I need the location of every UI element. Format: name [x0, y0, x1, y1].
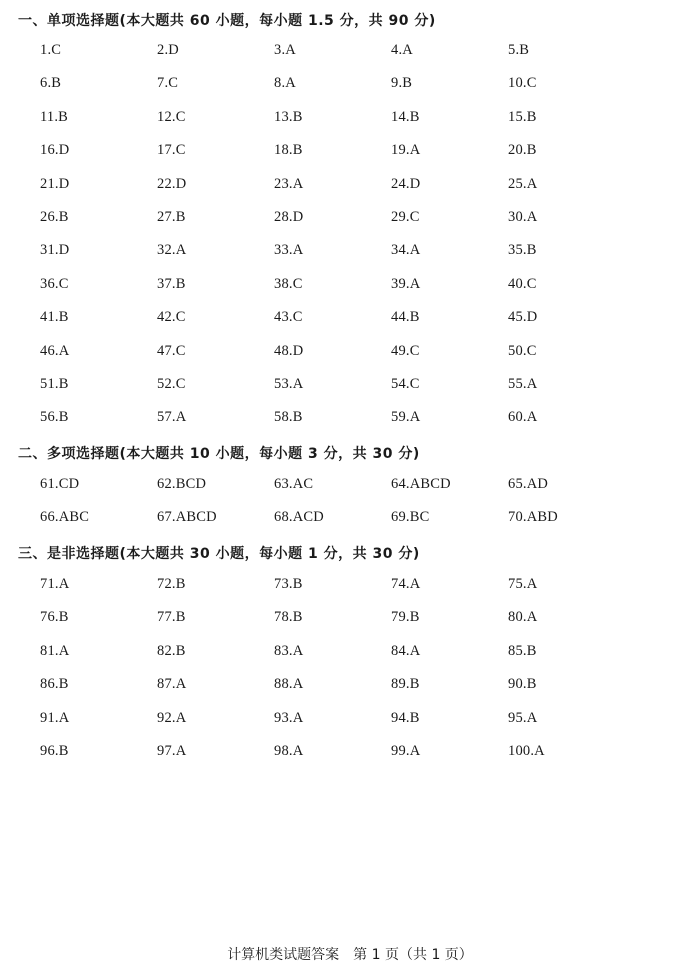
answer-row: [0, 42, 700, 75]
answer-row: [0, 576, 700, 609]
answer-item: 40.C: [508, 275, 537, 292]
answer-item: 52.C: [157, 375, 186, 392]
answer-item: 66.ABC: [40, 509, 90, 526]
answer-item: 86.B: [40, 676, 69, 693]
answer-item: 32.A: [157, 242, 187, 259]
answer-item: 46.A: [40, 342, 70, 359]
answer-item: 60.A: [508, 409, 538, 426]
answer-item: 100.A: [508, 742, 545, 759]
answer-item: 29.C: [391, 208, 420, 225]
answer-row: [0, 409, 700, 442]
answer-item: 35.B: [508, 242, 537, 259]
answer-row: [0, 710, 700, 743]
answer-item: 82.B: [157, 642, 186, 659]
answer-row: [0, 343, 700, 376]
answer-item: 61.CD: [40, 476, 80, 492]
answer-item: 51.B: [40, 375, 69, 392]
answer-item: 34.A: [391, 242, 421, 259]
answer-row: [0, 209, 700, 242]
answer-item: 79.B: [391, 609, 420, 626]
answer-item: 77.B: [157, 609, 186, 626]
answer-item: 53.A: [274, 375, 304, 392]
answer-item: 39.A: [391, 275, 421, 292]
answer-item: 49.C: [391, 342, 420, 359]
answer-item: 99.A: [391, 742, 421, 759]
answer-row: [0, 743, 700, 776]
answer-item: 42.C: [157, 309, 186, 326]
answer-item: 85.B: [508, 642, 537, 659]
answer-item: 6.B: [40, 75, 62, 92]
answer-item: 74.A: [391, 576, 421, 592]
answer-item: 8.A: [274, 75, 296, 92]
answer-item: 67.ABCD: [157, 509, 217, 526]
answer-item: 57.A: [157, 409, 187, 426]
answer-item: 20.B: [508, 142, 537, 159]
answer-row: [0, 609, 700, 642]
answer-item: 50.C: [508, 342, 537, 359]
answer-item: 36.C: [40, 275, 69, 292]
answer-item: 12.C: [157, 108, 186, 125]
page-footer: 计算机类试题答案 第 1 页（共 1 页）: [227, 947, 473, 963]
answer-item: 83.A: [274, 642, 304, 659]
answer-item: 31.D: [40, 242, 70, 259]
answer-row: [0, 676, 700, 709]
answer-item: 17.C: [157, 142, 186, 159]
answer-item: 94.B: [391, 709, 420, 726]
answer-item: 96.B: [40, 742, 69, 759]
answer-item: 5.B: [508, 42, 530, 58]
answer-row: [0, 643, 700, 676]
answer-item: 81.A: [40, 642, 70, 659]
answer-item: 10.C: [508, 75, 537, 92]
answer-item: 11.B: [40, 108, 69, 125]
answer-item: 68.ACD: [274, 509, 324, 526]
answer-item: 3.A: [274, 42, 296, 58]
answer-item: 2.D: [157, 42, 179, 58]
answer-item: 37.B: [157, 275, 186, 292]
answer-item: 16.D: [40, 142, 70, 159]
answer-row: [0, 509, 700, 542]
answer-item: 30.A: [508, 208, 538, 225]
answer-item: 25.A: [508, 175, 538, 192]
answer-item: 84.A: [391, 642, 421, 659]
answer-row: [0, 376, 700, 409]
answer-item: 91.A: [40, 709, 70, 726]
answer-item: 65.AD: [508, 476, 549, 492]
answer-item: 87.A: [157, 676, 187, 693]
answer-item: 64.ABCD: [391, 476, 451, 492]
answer-item: 97.A: [157, 742, 187, 759]
answer-item: 62.BCD: [157, 476, 207, 492]
answer-item: 33.A: [274, 242, 304, 259]
answer-item: 38.C: [274, 275, 303, 292]
answer-item: 90.B: [508, 676, 537, 693]
answer-item: 45.D: [508, 309, 538, 326]
answer-item: 47.C: [157, 342, 186, 359]
multiple-choice-answer-grid: [0, 476, 700, 543]
answer-item: 9.B: [391, 75, 413, 92]
answer-row: [0, 142, 700, 175]
answer-item: 44.B: [391, 309, 420, 326]
answer-row: [0, 242, 700, 275]
answer-item: 19.A: [391, 142, 421, 159]
answer-item: 54.C: [391, 375, 420, 392]
answer-item: 63.AC: [274, 476, 314, 492]
answer-item: 14.B: [391, 108, 420, 125]
answer-item: 95.A: [508, 709, 538, 726]
answer-item: 27.B: [157, 208, 186, 225]
answer-item: 80.A: [508, 609, 538, 626]
answer-item: 93.A: [274, 709, 304, 726]
answer-item: 28.D: [274, 208, 304, 225]
answer-item: 48.D: [274, 342, 304, 359]
answer-item: 55.A: [508, 375, 538, 392]
answer-item: 1.C: [40, 42, 62, 58]
answer-row: [0, 109, 700, 142]
answer-item: 22.D: [157, 175, 187, 192]
section-title-single-choice: 一、单项选择题(本大题共 60 小题，每小题 1.5 分，共 90 分): [18, 13, 436, 29]
answer-item: 78.B: [274, 609, 303, 626]
answer-item: 23.A: [274, 175, 304, 192]
answer-item: 7.C: [157, 75, 179, 92]
answer-item: 24.D: [391, 175, 421, 192]
answer-item: 21.D: [40, 175, 70, 192]
answer-item: 41.B: [40, 309, 69, 326]
answer-item: 76.B: [40, 609, 69, 626]
single-choice-answer-grid: [0, 42, 700, 443]
answer-item: 13.B: [274, 108, 303, 125]
true-false-answer-grid: [0, 576, 700, 776]
answer-row: [0, 75, 700, 108]
answer-item: 4.A: [391, 42, 413, 58]
answer-item: 43.C: [274, 309, 303, 326]
answer-item: 88.A: [274, 676, 304, 693]
answer-row: [0, 176, 700, 209]
answer-item: 71.A: [40, 576, 70, 592]
answer-row: [0, 309, 700, 342]
section-title-true-false: 三、是非选择题(本大题共 30 小题，每小题 1 分，共 30 分): [18, 546, 420, 562]
answer-item: 98.A: [274, 742, 304, 759]
answer-row: [0, 476, 700, 509]
answer-item: 92.A: [157, 709, 187, 726]
answer-item: 18.B: [274, 142, 303, 159]
answer-item: 72.B: [157, 576, 186, 592]
answer-item: 70.ABD: [508, 509, 558, 526]
answer-item: 69.BC: [391, 509, 430, 526]
answer-item: 59.A: [391, 409, 421, 426]
section-title-multiple-choice: 二、多项选择题(本大题共 10 小题，每小题 3 分，共 30 分): [18, 446, 420, 462]
answer-item: 58.B: [274, 409, 303, 426]
answer-row: [0, 276, 700, 309]
answer-item: 89.B: [391, 676, 420, 693]
answer-item: 56.B: [40, 409, 69, 426]
answer-item: 75.A: [508, 576, 538, 592]
answer-item: 73.B: [274, 576, 303, 592]
answer-item: 15.B: [508, 108, 537, 125]
answer-item: 26.B: [40, 208, 69, 225]
